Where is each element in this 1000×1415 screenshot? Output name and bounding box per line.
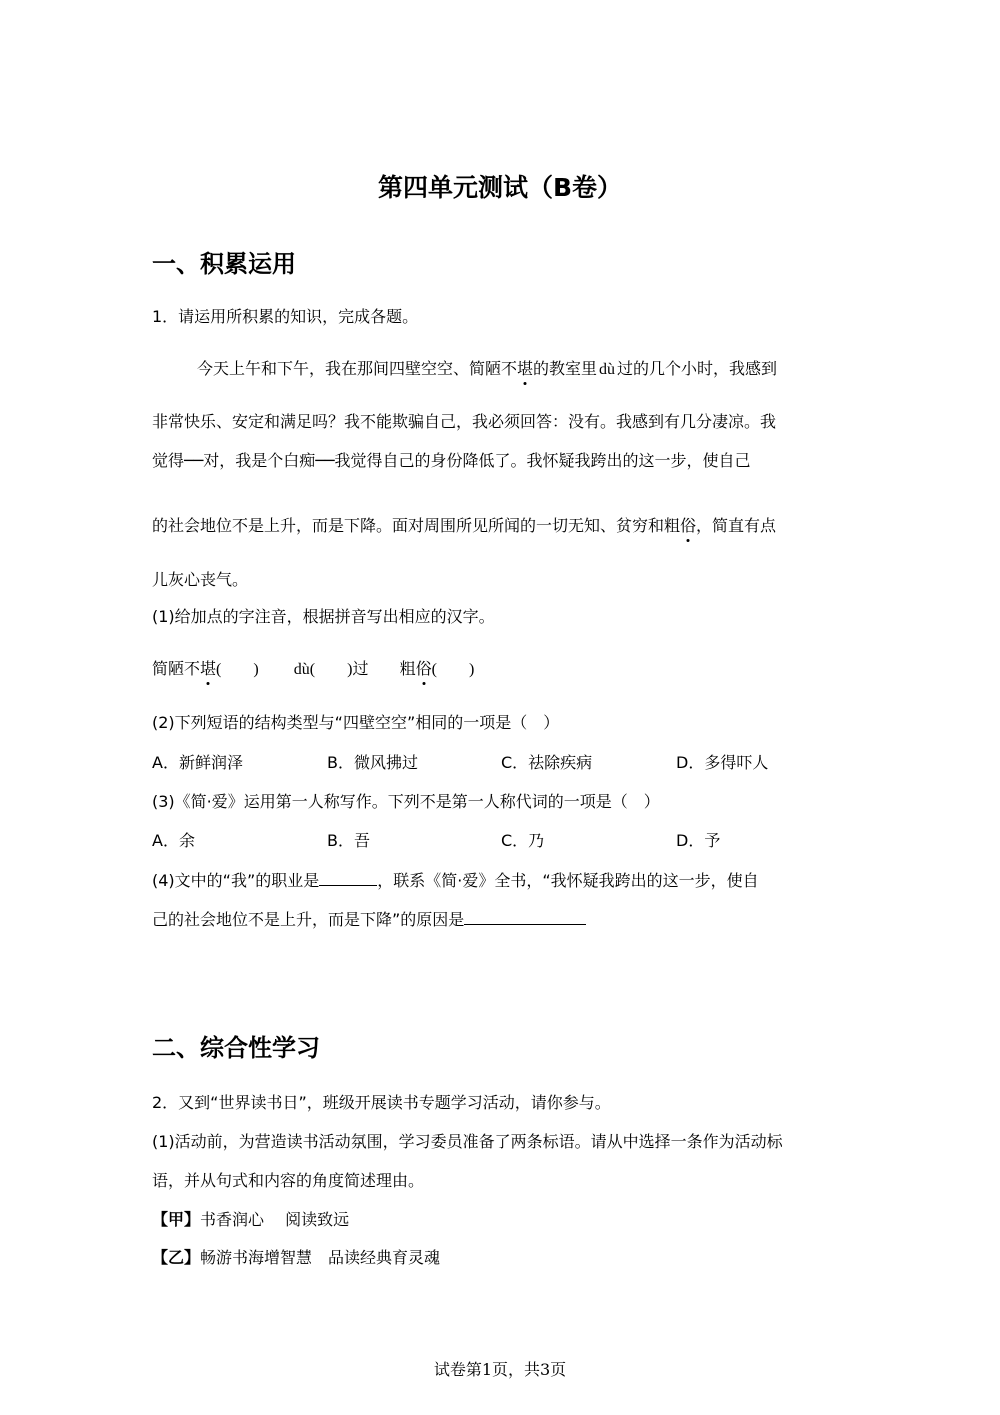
- subquestion-3-option-a[interactable]: A．余: [152, 831, 195, 850]
- passage-line-2: 非常快乐、安定和满足吗？我不能欺骗自己，我必须回答：没有。我感到有几分凄凉。我: [152, 412, 777, 431]
- slogan-yi: [152, 1245, 440, 1268]
- subquestion-3-option-b[interactable]: B．吾: [327, 831, 370, 850]
- subquestion-4-line-2: [152, 907, 586, 930]
- item-c-blank[interactable]: ( ): [431, 661, 475, 678]
- section-heading-2: 二、综合性学习: [152, 1034, 320, 1062]
- passage-line-5: 儿灰心丧气。: [152, 570, 249, 589]
- question-2-stem: 2．又到“世界读书日”，班级开展读书专题学习活动，请你参与。: [152, 1093, 611, 1112]
- subquestion-2-option-a[interactable]: A．新鲜润泽: [152, 753, 243, 772]
- slogan-yi-text: 畅游书海增智慧 品读经典育灵魂: [200, 1248, 441, 1267]
- item-b-pinyin: dù: [293, 661, 310, 678]
- subquestion-4-text-b: ，联系《简·爱》全书，“我怀疑我跨出的这一步，使自: [377, 871, 759, 890]
- subquestion-4-text-c: 己的社会地位不是上升，而是下降”的原因是: [152, 910, 465, 929]
- passage-dotted-char-kan: 堪: [517, 359, 534, 378]
- passage-line-1-text-c: 过的几个小时，我感到: [617, 359, 778, 378]
- passage-line-3: 觉得──对，我是个白痴──我觉得自己的身份降低了。我怀疑我跨出的这一步，使自己: [152, 451, 751, 470]
- subquestion-4-text-a: (4)文中的“我”的职业是: [152, 871, 320, 890]
- section-heading-1: 一、积累运用: [152, 250, 296, 278]
- item-a-prefix: 简陋不: [152, 659, 201, 678]
- passage-line-1-text-a: 今天上午和下午，我在那间四壁空空、简陋不: [197, 359, 518, 378]
- item-b-suffix: 过: [352, 659, 369, 678]
- subquestion-4-line-1: [152, 868, 759, 891]
- subquestion-3-option-d[interactable]: D．予: [676, 831, 721, 850]
- question-2-sub1-line-1: (1)活动前，为营造读书活动氛围，学习委员准备了两条标语。请从中选择一条作为活动标: [152, 1132, 783, 1151]
- item-a-dotted-char: 堪: [200, 659, 217, 678]
- passage-line-4: [152, 513, 776, 536]
- passage-line-4-text-b: ，简直有点: [696, 516, 777, 535]
- subquestion-1-items: [152, 656, 474, 679]
- item-c-dotted-char: 俗: [415, 659, 432, 678]
- slogan-jia-label: 【甲】: [152, 1210, 201, 1229]
- slogan-jia: [152, 1207, 349, 1230]
- item-c-prefix: 粗: [399, 659, 416, 678]
- subquestion-2-option-b[interactable]: B．微风拂过: [327, 753, 418, 772]
- subquestion-3-text: (3)《简·爱》运用第一人称写作。下列不是第一人称代词的一项是（ ）: [152, 792, 660, 811]
- question-1-stem: 1．请运用所积累的知识，完成各题。: [152, 307, 419, 326]
- passage-line-1-text-b: 的教室里: [533, 359, 598, 378]
- item-b-blank[interactable]: ( ): [309, 661, 353, 678]
- subquestion-2-option-c[interactable]: C．祛除疾病: [501, 753, 593, 772]
- passage-pinyin-du: dù: [599, 361, 616, 378]
- question-2-sub1-line-2: 语，并从句式和内容的角度简述理由。: [152, 1171, 425, 1190]
- passage-line-4-text-a: 的社会地位不是上升，而是下降。面对周围所见所闻的一切无知、贫穷和粗: [152, 516, 681, 535]
- subquestion-3-option-c[interactable]: C．乃: [501, 831, 545, 850]
- item-a-blank[interactable]: ( ): [216, 661, 259, 678]
- answer-blank-occupation[interactable]: [319, 869, 377, 886]
- passage-line-1: [197, 356, 777, 379]
- answer-blank-reason[interactable]: [464, 908, 586, 925]
- slogan-jia-text: 书香润心 阅读致远: [200, 1210, 350, 1229]
- subquestion-2-text: (2)下列短语的结构类型与“四壁空空”相同的一项是（ ）: [152, 713, 560, 732]
- subquestion-1-text: (1)给加点的字注音，根据拼音写出相应的汉字。: [152, 607, 495, 626]
- subquestion-2-option-d[interactable]: D．多得吓人: [676, 753, 769, 772]
- passage-dotted-char-su: 俗: [680, 516, 697, 535]
- page-footer: 试卷第1页，共3页: [433, 1360, 567, 1379]
- page-title: 第四单元测试（B卷）: [377, 173, 623, 202]
- slogan-yi-label: 【乙】: [152, 1248, 201, 1267]
